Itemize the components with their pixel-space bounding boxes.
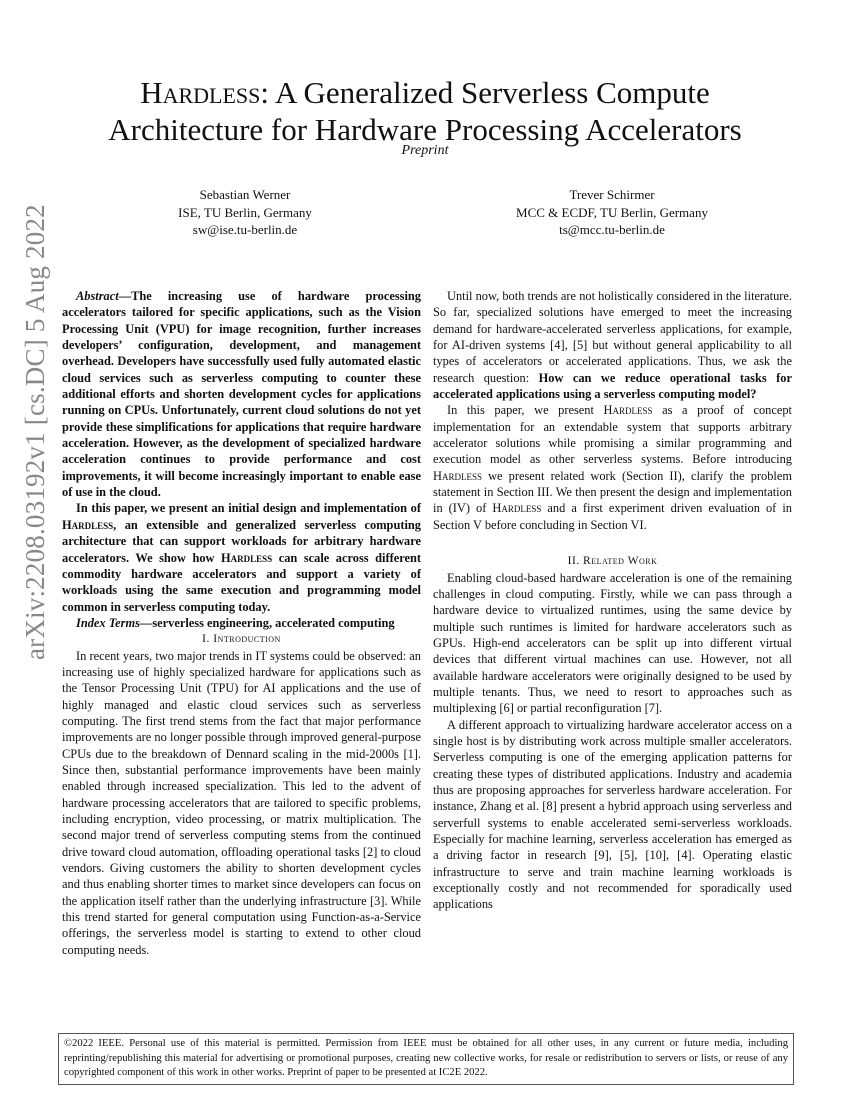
author-affiliation: ISE, TU Berlin, Germany [178,204,312,220]
body-paragraph [433,402,792,533]
system-name: Hardless [603,403,653,418]
text-segment: —serverless engineering, accelerated computing [139,615,395,630]
text-segment: can scale across different commodity hardware accelerators and support a variety of workloads using the same execution and programming model common in serverless computing today. [62,550,421,614]
related-paragraph [433,570,792,717]
left-column [62,288,421,958]
text-segment: In recent years, two major trends in IT systems could be observed: an increasing use of highly specialized hardware for applications such as the Tensor Processing Unit (TPU) for AI applications and the use of highly managed and elastic cloud services such as serverless computing. The first trend stems from the fact that major performance improvements are no longer possible through improved general-purpose CPUs due to the breakdown of Dennard scaling in the mid-2000s [1]. Since then, substantial performance improvements have been mainly enabled through increased specialization. This led to the advent of hardware processing accelerators that are tailored to specific problems, including encryption, video processing, or matrix multiplication. The second major trend of serverless computing stems from the continued drive toward cloud automation, offloading operational tasks [2] to cloud vendors. Giving customers the ability to shorten development cycles and thus enabling shorter times to market since developers can focus on the application itself rather than the underlying infrastructure [3]. While this trend started for general computation using Function-as-a-Service offerings, the serverless model is starting to extend to other cloud computing needs. [62,648,421,957]
system-name: Hardless [140,75,261,110]
index-terms [62,615,421,631]
abstract-paragraph [62,500,421,614]
text-segment: Enabling cloud-based hardware acceleration is one of the remaining challenges in cloud computing. Firstly, while we can pass through a hardware device to virtualized runtimes, using the same device by multiple such runtimes is limited for hardware accelerators such as GPUs. High-end accelerators can be split up into different virtual devices that different virtual machines can use. However, not all available hardware accelerators were originally designed to be used by multiple tenants. Thus, we need to resort to approaches such as multiplexing [6] or partial reconfiguration [7]. [433,570,792,716]
text-segment: A different approach to virtualizing hardware accelerator access on a single host is by distributing work across multiple smaller accelerators. Serverless computing is one of the emerging application patterns for creating these types of distributed applications. Industry and academia thus are proposing approaches for serverless hardware acceleration. For instance, Zhang et al. [8] present a hybrid approach using serverless and serverfull systems to enable accelerated semi-serverless workloads. Especially for machine learning, serverless acceleration has emerged as a driving factor in research [9], [5], [10], [4]. Operating elastic infrastructure to serve and train machine learning workloads is exceptionally costly and not recommended for sporadically used applications [433,717,792,912]
system-name: Hardless [62,517,114,532]
text-segment: Abstract [76,289,119,303]
author-email: sw@ise.tu-berlin.de [192,222,298,237]
abstract [62,288,421,631]
related-paragraph [433,717,792,913]
abstract-paragraph [62,288,421,500]
right-column [433,288,792,913]
author-affiliation: MCC & ECDF, TU Berlin, Germany [516,204,708,220]
author-2 [452,186,772,239]
system-name: Hardless [433,468,482,483]
author-email: ts@mcc.tu-berlin.de [559,222,665,237]
title-line-1 [0,74,850,111]
text-segment: and a first experiment driven evaluation of in Section V before concluding in Section VI. [433,501,792,532]
text-segment: How can we reduce operational tasks for accelerated applications using a serverless computing model? [433,370,792,402]
arxiv-stamp: arXiv:2208.03192v1 [cs.DC] 5 Aug 2022 [20,204,50,660]
body-paragraph [433,288,792,402]
text-segment: In this paper, we present an initial design and implementation of [76,501,421,516]
author-1 [85,186,405,239]
paper-title [0,74,850,148]
intro-paragraph [62,648,421,959]
section-heading-related-work [433,553,792,569]
text-segment: Until now, both trends are not holistically considered in the literature. So far, specialized solutions have emerged to meet the increasing demand for hardware-accelerated serverless applications, for example, for AI-driven systems [4], [5] but without general applicability to all types of accelerators or accelerated applications. Thus, we ask the research question: [433,289,792,385]
copyright-notice: ©2022 IEEE. Personal use of this material is permitted. Permission from IEEE must be obtained for all other uses, in any current or future media, including reprinting/republishing this material for advertising or promotional purposes, creating new collective works, for resale or redistribution to servers or lists, or reuse of any copyrighted component of this work in other works. Preprint of paper to be presented at IC2E 2022. [58,1033,794,1085]
heading-text: II. Related Work [567,555,658,568]
title-line-2: Architecture for Hardware Processing Accelerators [108,112,742,147]
author-name: Sebastian Werner [199,187,291,202]
text-segment: : A Generalized Serverless Compute [260,75,710,110]
author-name: Trever Schirmer [569,187,655,202]
section-heading-introduction [62,631,421,647]
text-segment: Index Terms [76,615,140,630]
system-name: Hardless [221,550,273,565]
heading-text: I. Introduction [202,633,281,646]
text-segment: we present related work (Section II), clarify the problem statement in Section III. We then present the design and implementation in (IV) of [433,468,792,516]
text-segment: as a proof of concept implementation for an extendable system that supports arbitrary accelerator solutions while promising a similar programming and execution model as other serverless systems. Before introducing [433,403,792,467]
preprint-note: Preprint [401,143,449,158]
text-segment: , an extensible and generalized serverless computing architecture that can support workloads for arbitrary hardware accelerators. We show how [62,517,421,565]
text-segment: In this paper, we present [447,403,604,418]
system-name: Hardless [492,501,542,516]
text-segment: —The increasing use of hardware processing accelerators tailored for specific applications, such as the Vision Processing Unit (VPU) for image recognition, further increases developers’ configuration, development, and management overhead. Developers have successfully used fully automated elastic cloud services such as serverless computing to counter these additional efforts and shorten development cycles for applications running on CPUs. Unfortunately, current cloud solutions do not yet provide these simplifications for applications that require hardware acceleration. However, as the development of specialized hardware acceleration continues to provide performance and cost improvements, it will become increasingly important to enable ease of use in the cloud. [62,289,421,500]
